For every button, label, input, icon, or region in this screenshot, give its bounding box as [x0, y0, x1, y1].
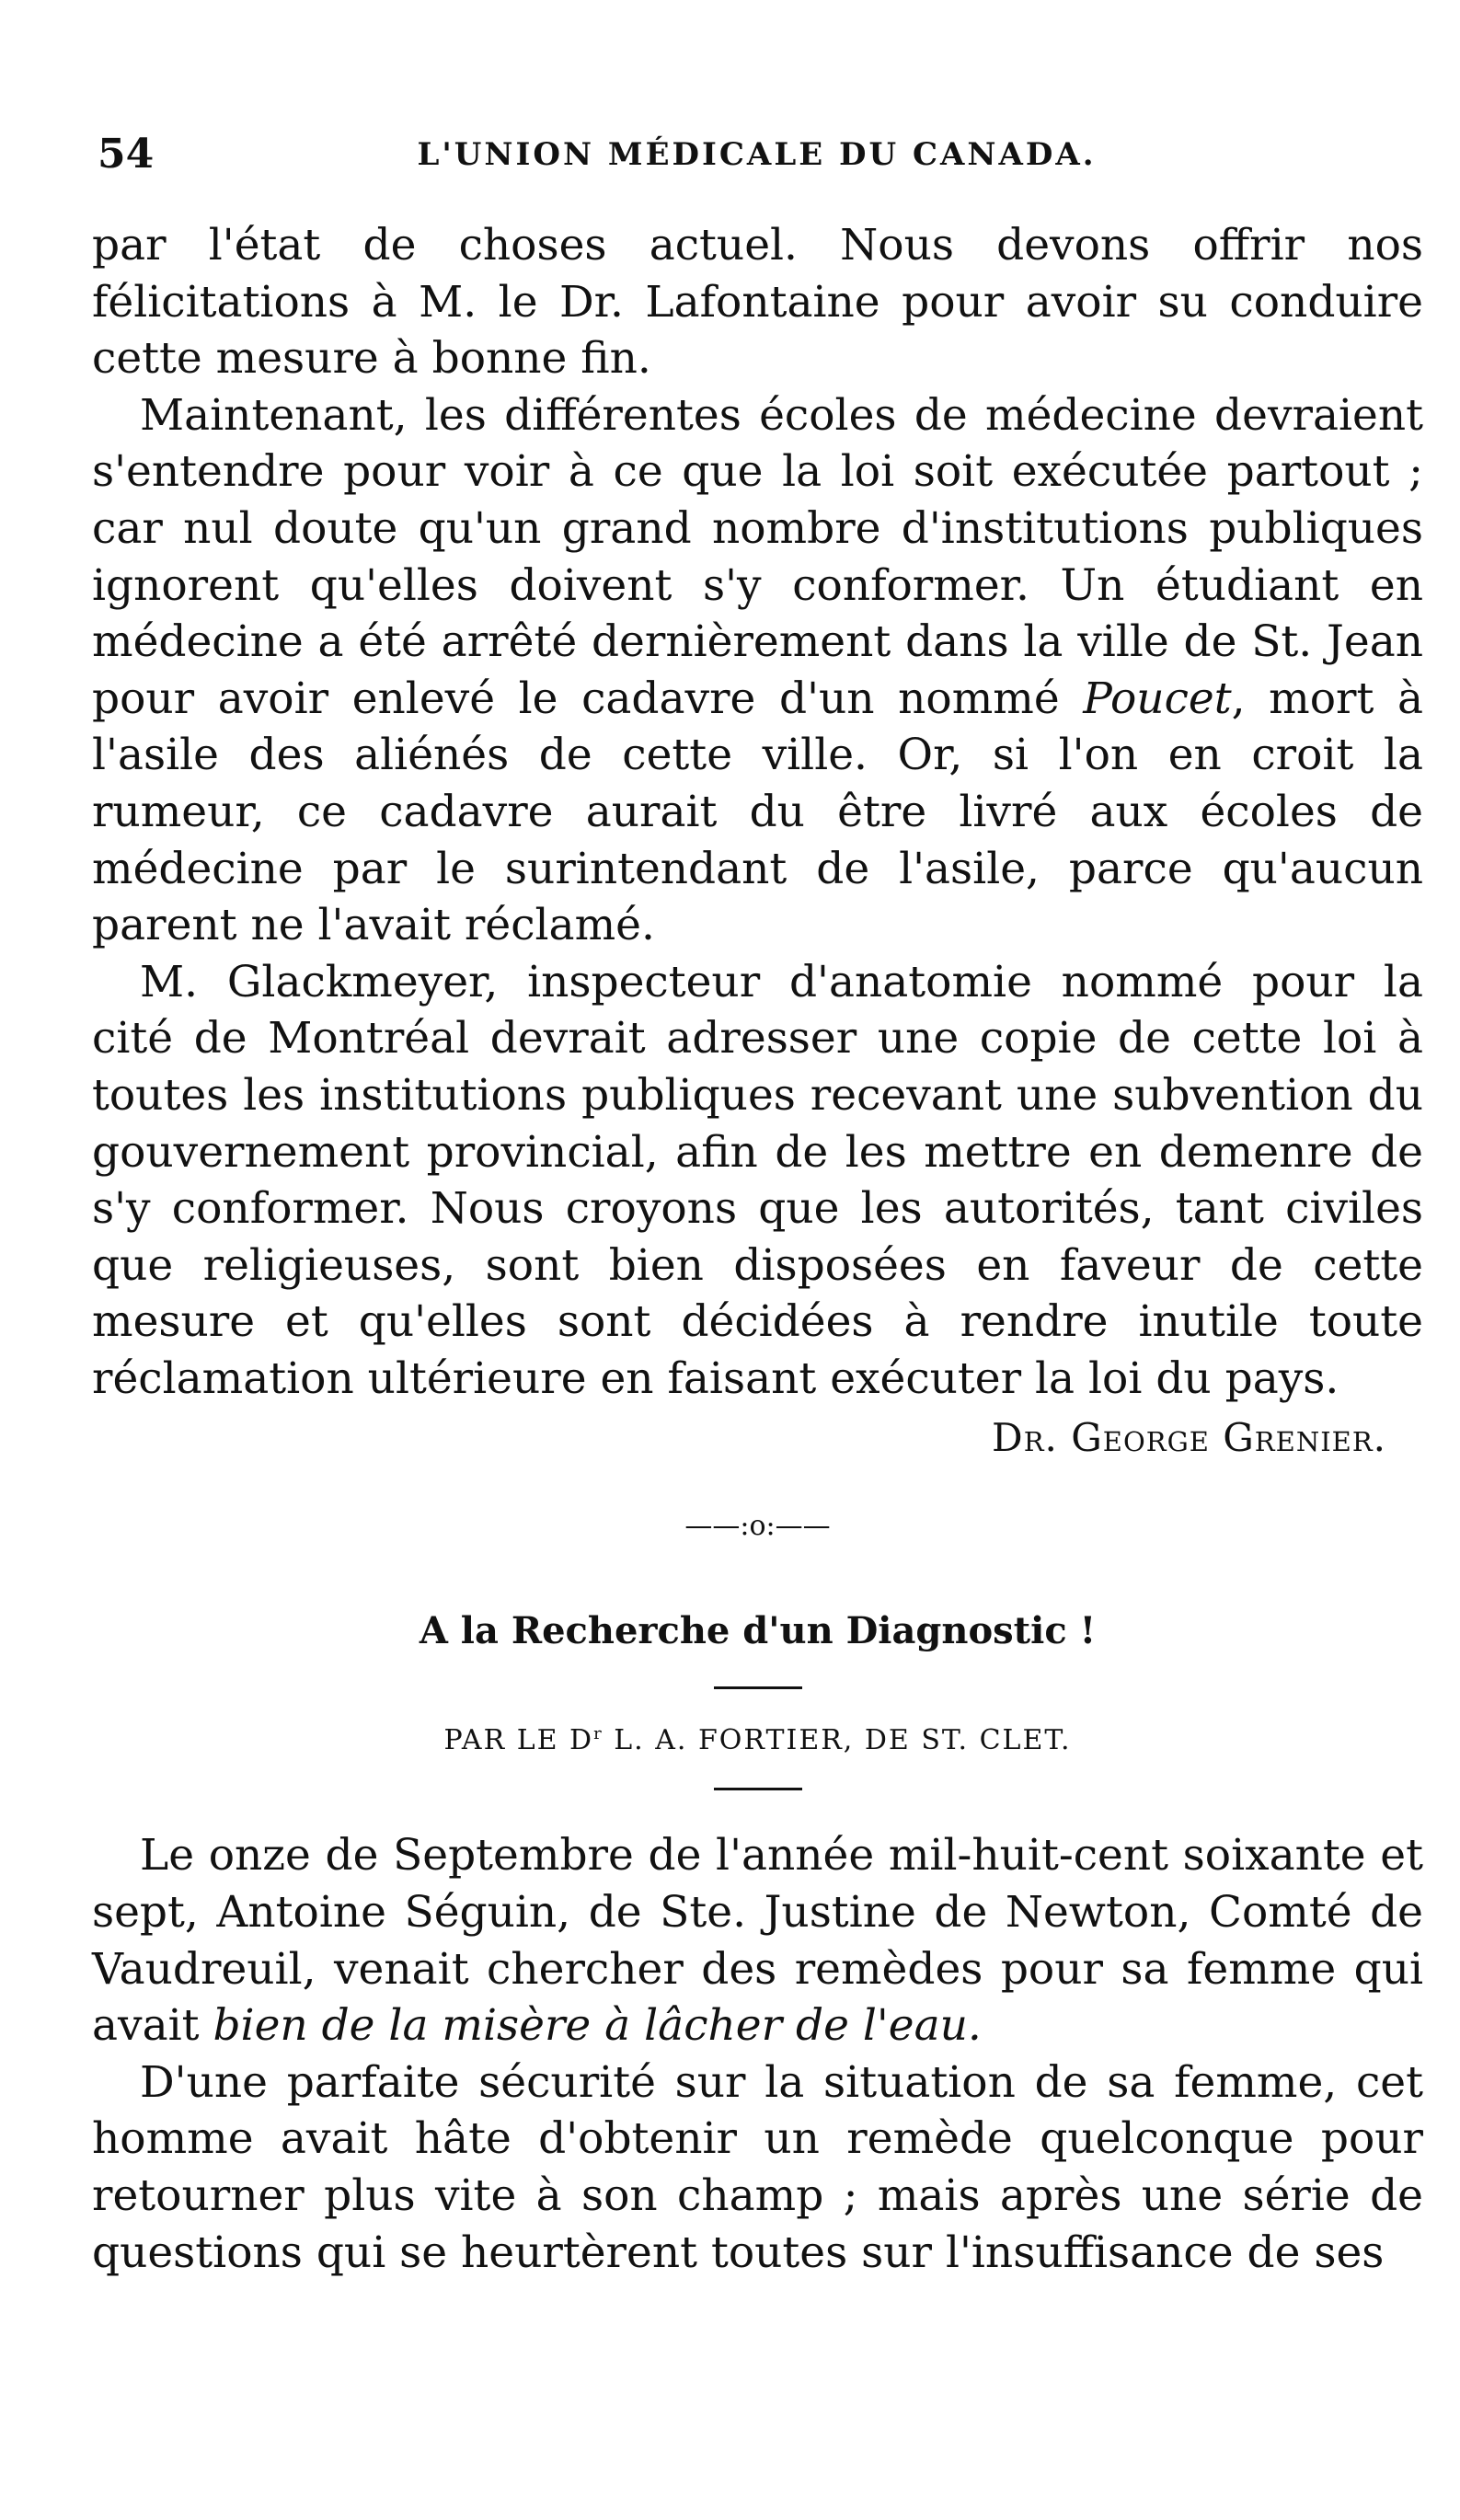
- byline-rule: [714, 1788, 802, 1790]
- author-signature: Dr. George Grenier.: [992, 1415, 1386, 1461]
- paragraph-continuation: par l'état de choses actuel. Nous devons offrir nos félicitations à M. le Dr. Lafontaine pour avoir su conduire cette mesure à bonne fin.: [92, 220, 1423, 385]
- article-title: A la Recherche d'un Diagnostic !: [419, 1609, 1097, 1653]
- page-body: [92, 217, 1423, 2281]
- article-paragraph-2: D'une parfaite sécurité sur la situation de sa femme, cet homme avait hâte d'obtenir un remède quelconque pour retourner plus vite à son champ ; mais après une série de questions qui se heurtèrent toutes sur l'insuffisance de ses: [92, 2056, 1423, 2278]
- byline-prefix: PAR LE D: [443, 1724, 594, 1757]
- paragraph-schools-text-1: Maintenant, les différentes écoles de médecine devraient s'entendre pour voir à ce que la loi soit exécutée partout ; car nul doute qu'un grand nombre d'institutions publiques ignorent qu'elles doivent s'y conformer. Un étudiant en médecine a été arrêté dernièrement dans la ville de St. Jean pour avoir enlevé le cadavre d'un nommé: [92, 389, 1423, 724]
- title-rule: [714, 1686, 802, 1689]
- article-paragraph-1: [92, 1827, 1423, 2054]
- paragraph-glackmeyer: M. Glackmeyer, inspecteur d'anatomie nommé pour la cité de Montréal devrait adresser une copie de cette loi à toutes les institutions publiques recevant une subvention du gouvernement provincial, afin de les mettre en demenre de s'y conformer. Nous croyons que les autorités, tant civiles que religieuses, sont bien disposées en faveur de cette mesure et qu'elles sont décidées à rendre inutile toute réclamation ultérieure en faisant exécuter la loi du pays.: [92, 956, 1423, 1404]
- article-paragraph-1-text: Le onze de Septembre de l'année mil-huit-cent soixante et sept, Antoine Séguin, de Ste. Justine de Newton, Comté de Vaudreuil, venait chercher des remèdes pour sa femme qui avait: [92, 1830, 1423, 2052]
- page-number: 54: [98, 131, 155, 178]
- paragraph-schools-name: Poucet: [1083, 673, 1232, 724]
- paragraph-schools-text-2: , mort à l'asile des aliénés de cette ville. Or, si l'on en croit la rumeur, ce cadavre aurait du être livré aux écoles de médecine par le surintendant de l'asile, parce qu'aucun parent ne l'avait réclamé.: [92, 673, 1424, 951]
- article-paragraph-1-italic: bien de la misère à lâcher de l'eau.: [213, 2000, 982, 2052]
- byline-author: L. A. FORTIER, DE ST. CLET.: [603, 1724, 1072, 1757]
- byline-superscript: r: [593, 1724, 604, 1744]
- section-separator: ——:o:——: [684, 1510, 831, 1543]
- paragraph-schools: [92, 387, 1423, 954]
- article-byline: [92, 1711, 1423, 1764]
- page-header: [98, 127, 1416, 191]
- running-title: L'UNION MÉDICALE DU CANADA.: [417, 136, 1097, 173]
